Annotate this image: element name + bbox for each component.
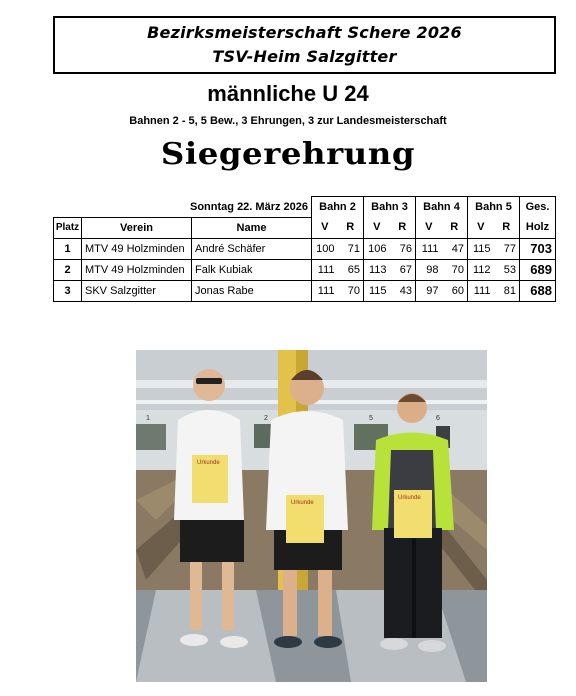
v-header: V xyxy=(312,217,338,238)
total-header-top: Ges. xyxy=(520,197,556,218)
score-cell: 47 xyxy=(442,238,468,259)
total-header-bottom: Holz xyxy=(520,217,556,238)
lane-number: 5 xyxy=(369,415,373,422)
score-cell: 98 xyxy=(416,259,442,280)
winners-photo-illustration xyxy=(136,350,487,682)
lane-number: 6 xyxy=(436,415,440,422)
score-cell: 43 xyxy=(390,280,416,301)
score-cell: 106 xyxy=(364,238,390,259)
competition-info: Bahnen 2 - 5, 5 Bew., 3 Ehrungen, 3 zur Landesmeisterschaft xyxy=(129,115,447,127)
table-row xyxy=(54,238,556,259)
certificate-title: Urkunde xyxy=(291,500,314,506)
total-cell: 689 xyxy=(520,259,556,280)
score-cell: 81 xyxy=(494,280,520,301)
lane-number: 1 xyxy=(146,415,150,422)
table-row xyxy=(54,280,556,301)
total-cell: 688 xyxy=(520,280,556,301)
score-cell: 71 xyxy=(338,238,364,259)
certificate-title: Urkunde xyxy=(197,460,220,466)
club-cell: MTV 49 Holzminden xyxy=(82,238,192,259)
table-header-row-1 xyxy=(54,197,556,218)
score-cell: 112 xyxy=(468,259,494,280)
category-title: männliche U 24 xyxy=(207,81,369,106)
header-line-1: Bezirksmeisterschaft Schere 2026 xyxy=(147,23,462,42)
lane-header: Bahn 2 xyxy=(312,197,364,218)
rank-cell: 1 xyxy=(54,238,82,259)
r-header: R xyxy=(390,217,416,238)
date: 22. März 2026 xyxy=(237,200,308,213)
r-header: R xyxy=(338,217,364,238)
ceremony-heading: Siegerehrung xyxy=(160,137,416,172)
score-cell: 115 xyxy=(364,280,390,301)
table-row xyxy=(54,259,556,280)
lane-header: Bahn 3 xyxy=(364,197,416,218)
lane-header: Bahn 4 xyxy=(416,197,468,218)
v-header: V xyxy=(364,217,390,238)
score-cell: 70 xyxy=(338,280,364,301)
r-header: R xyxy=(494,217,520,238)
rank-cell: 3 xyxy=(54,280,82,301)
name-header: Name xyxy=(192,217,312,238)
lane-header: Bahn 5 xyxy=(468,197,520,218)
score-cell: 97 xyxy=(416,280,442,301)
certificate-title: Urkunde xyxy=(398,495,421,501)
score-cell: 65 xyxy=(338,259,364,280)
v-header: V xyxy=(416,217,442,238)
rank-cell: 2 xyxy=(54,259,82,280)
date-day: Sonntag xyxy=(190,200,234,213)
score-cell: 113 xyxy=(364,259,390,280)
score-cell: 111 xyxy=(312,259,338,280)
score-cell: 70 xyxy=(442,259,468,280)
table-header-row-2 xyxy=(54,217,556,238)
score-cell: 115 xyxy=(468,238,494,259)
score-cell: 111 xyxy=(468,280,494,301)
header-box xyxy=(53,16,556,74)
total-cell: 703 xyxy=(520,238,556,259)
score-cell: 111 xyxy=(416,238,442,259)
results-table xyxy=(53,196,556,302)
name-cell: Falk Kubiak xyxy=(192,259,312,280)
header-line-2: TSV-Heim Salzgitter xyxy=(212,47,397,66)
score-cell: 53 xyxy=(494,259,520,280)
r-header: R xyxy=(442,217,468,238)
club-header: Verein xyxy=(82,217,192,238)
club-cell: MTV 49 Holzminden xyxy=(82,259,192,280)
club-cell: SKV Salzgitter xyxy=(82,280,192,301)
score-cell: 100 xyxy=(312,238,338,259)
rank-header: Platz xyxy=(54,217,82,238)
lane-number: 2 xyxy=(264,415,268,422)
score-cell: 67 xyxy=(390,259,416,280)
winners-photo xyxy=(136,350,487,682)
score-cell: 76 xyxy=(390,238,416,259)
score-cell: 77 xyxy=(494,238,520,259)
score-cell: 111 xyxy=(312,280,338,301)
name-cell: Jonas Rabe xyxy=(192,280,312,301)
v-header: V xyxy=(468,217,494,238)
name-cell: André Schäfer xyxy=(192,238,312,259)
score-cell: 60 xyxy=(442,280,468,301)
